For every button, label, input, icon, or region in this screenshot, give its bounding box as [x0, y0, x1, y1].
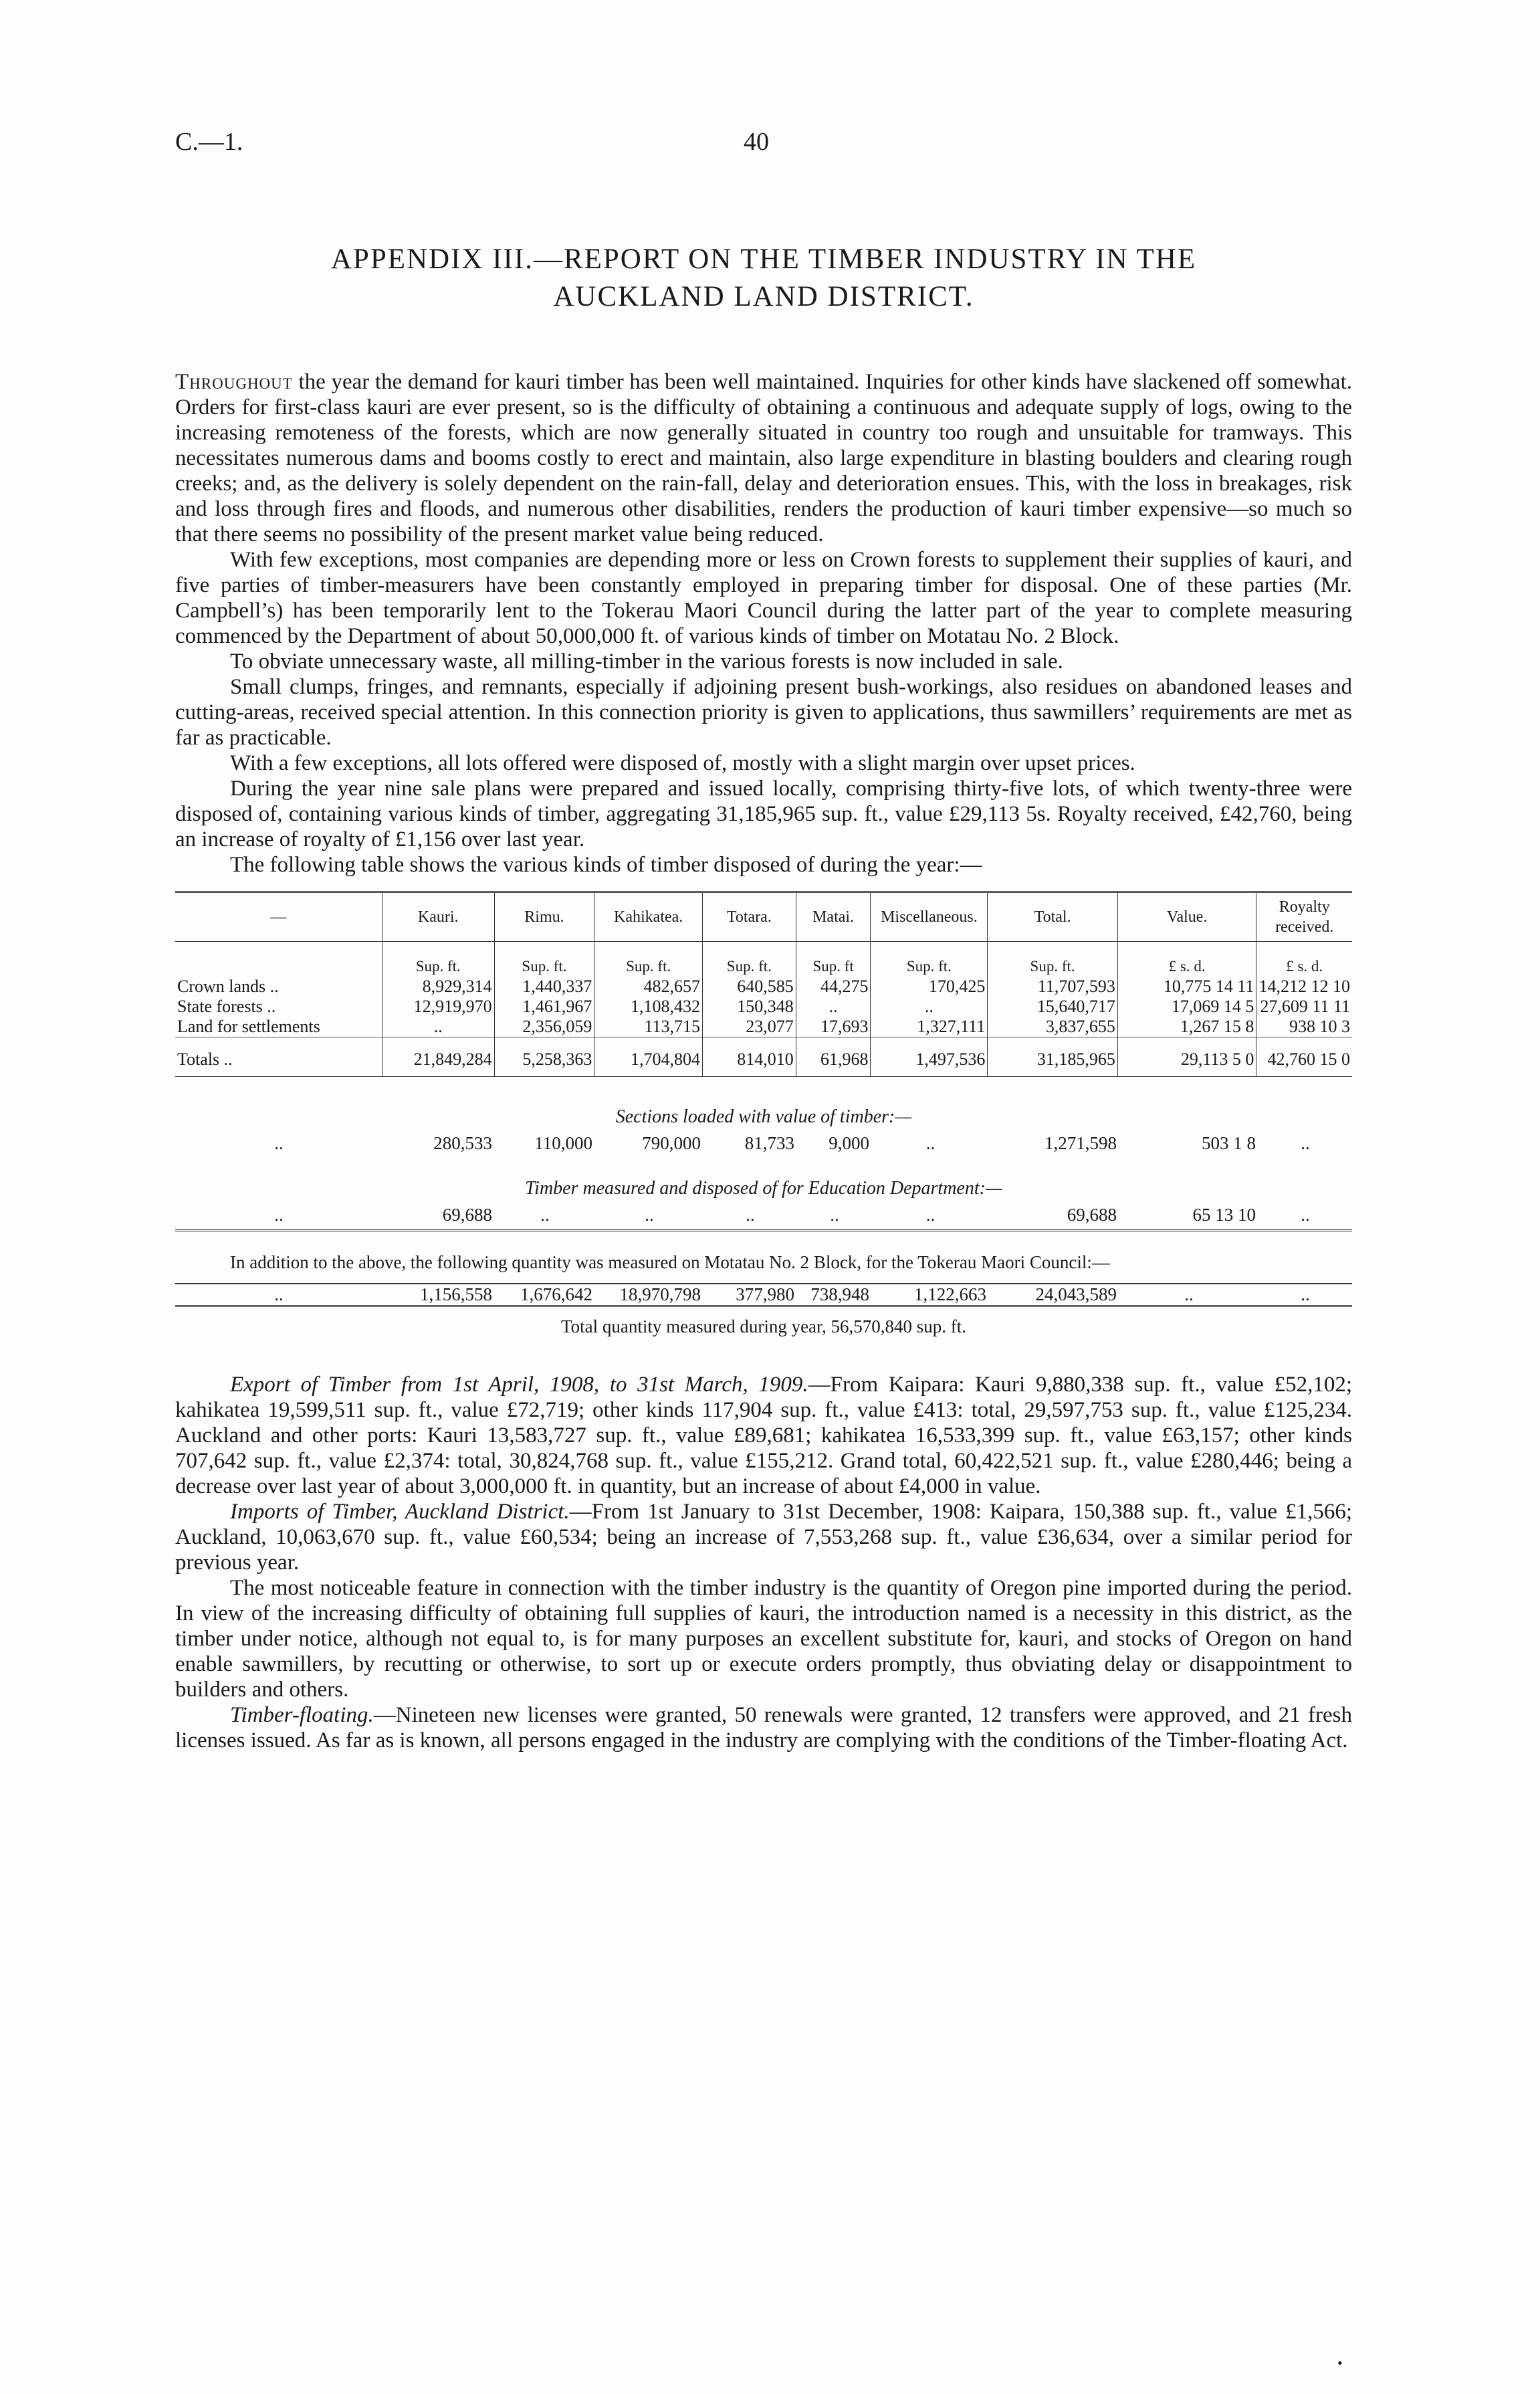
floating-heading: Timber-floating.	[230, 1703, 374, 1727]
intro-paragraph-4: Small clumps, fringes, and remnants, especially if adjoining present bush-workings, also residues on abandoned leases and cutting-areas, received special attention. In this connection priority is given to applications, thus sawmillers’ requirements are met as far as practicable.	[175, 675, 1352, 750]
motatau-note	[175, 1252, 1352, 1274]
imports-heading: Imports of Timber, Auckland District.	[230, 1500, 570, 1524]
column-header: Rimu.	[494, 892, 594, 942]
intro-paragraph-3: To obviate unnecessary waste, all milling-timber in the various forests is now included in sale.	[230, 650, 1063, 674]
trade-section	[175, 1372, 1352, 1753]
table-row: Land for settlements .. 2,356,059 113,715 23,077 17,693 1,327,111 3,837,655 1,267 15 8 938 10 3	[175, 1017, 1352, 1037]
table-row: .. 69,688 .. .. .. .. .. 69,688 65 13 10 ..	[175, 1205, 1352, 1231]
intro-paragraph-2: With few exceptions, most companies are depending more or less on Crown forests to supplement their supplies of kauri, and five parties of timber-measurers have been constantly employed in preparing timber for disposal. One of these parties (Mr. Campbell’s) has been temporarily lent to the Tokerau Maori Council during the latter part of the year to complete measuring commenced by the Department of about 50,000,000 ft. of various kinds of timber on Motatau No. 2 Block.	[175, 548, 1352, 648]
oregon-paragraph: The most noticeable feature in connection with the timber industry is the quantity of Oregon pine imported during the period. In view of the increasing difficulty of obtaining full supplies of kauri, the introduction named is a necessity in this district, as the timber under notice, although not equal to, is for many purposes an excellent substitute for, kauri, and stocks of Oregon on hand enable sawmillers, by recutting or otherwise, to sort up or execute orders promptly, thus obviating delay or disappointment to builders and others.	[175, 1576, 1352, 1702]
table-row: Crown lands .. 8,929,314 1,440,337 482,657 640,585 44,275 170,425 11,707,593 10,775 14 11 14,212 12 10	[175, 977, 1352, 997]
document-page	[175, 127, 1352, 1753]
column-header: Royalty received.	[1256, 892, 1352, 942]
column-header: Value.	[1117, 892, 1256, 942]
title-line-2: AUCKLAND LAND DISTRICT.	[553, 281, 974, 312]
column-header: Kauri.	[382, 892, 494, 942]
document-code: C.—1.	[175, 128, 243, 156]
intro-paragraph-1: Throughout the year the demand for kauri timber has been well maintained. Inquiries for other kinds have slackened off somewhat. Orders for first-class kauri are ever present, so is the difficulty of obtaining a continuous and adequate supply of logs, owing to the increasing remoteness of the forests, which are now generally situated in country too rough and unsuitable for tramways. This necessitates numerous dams and booms costly to erect and maintain, also large expenditure in blasting boulders and clearing rough creeks; and, as the delivery is solely dependent on the rain-fall, delay and deterioration ensues. This, with the loss in breakages, risk and loss through fires and floods, and numerous other disabilities, renders the production of kauri timber expensive—so much so that there seems no possibility of the present market value being reduced.	[175, 370, 1352, 546]
table-header-row	[175, 892, 1352, 942]
timber-disposal-table	[175, 891, 1352, 1077]
intro-paragraph-5: With a few exceptions, all lots offered were disposed of, mostly with a slight margin over upset prices.	[230, 751, 1135, 775]
table-row: State forests .. 12,919,970 1,461,967 1,108,432 150,348 .. .. 15,640,717 17,069 14 5 27,609 11 11	[175, 997, 1352, 1017]
column-header: Total.	[988, 892, 1118, 942]
page-title	[175, 241, 1352, 316]
title-line-1: APPENDIX III.—REPORT ON THE TIMBER INDUSTRY IN THE	[330, 243, 1197, 275]
column-header: —	[270, 908, 287, 926]
motatau-text: In addition to the above, the following quantity was measured on Motatau No. 2 Block, for the Tokerau Maori Council:—	[230, 1252, 1110, 1272]
sections-loaded-table	[175, 1133, 1352, 1154]
column-header: Miscellaneous.	[871, 892, 988, 942]
export-heading: Export of Timber from 1st April, 1908, to 31st March, 1909.	[230, 1373, 808, 1397]
motatau-table	[175, 1283, 1352, 1307]
intro-paragraph-6: During the year nine sale plans were prepared and issued locally, comprising thirty-five lots, of which twenty-three were disposed of, containing various kinds of timber, aggregating 31,185,965 sup. ft., value £29,113 5s. Royalty received, £42,760, being an increase of royalty of £1,156 over last year.	[175, 777, 1352, 852]
timber-table-section	[175, 891, 1352, 1337]
table-row: .. 280,533 110,000 790,000 81,733 9,000 .. 1,271,598 503 1 8 ..	[274, 1133, 1310, 1153]
intro-paragraph-7: The following table shows the various kinds of timber disposed of during the year:—	[230, 853, 982, 877]
column-header: Kahikatea.	[594, 892, 703, 942]
floating-paragraph: Timber-floating.—Nineteen new licenses were granted, 50 renewals were granted, 12 transfers were approved, and 21 fresh licenses issued. As far as is known, all persons engaged in the industry are complying with the conditions of the Timber-floating Act.	[175, 1703, 1352, 1753]
page-number: 40	[744, 128, 769, 156]
units-row: Sup. ft. Sup. ft. Sup. ft. Sup. ft. Sup. ft Sup. ft. Sup. ft. £ s. d. £ s. d.	[175, 942, 1352, 977]
table-row: .. 1,156,558 1,676,642 18,970,798 377,980 738,948 1,122,663 24,043,589 .. ..	[274, 1284, 1310, 1304]
education-caption: Timber measured and disposed of for Education Department:—	[525, 1178, 1002, 1199]
total-quantity-line: Total quantity measured during year, 56,570,840 sup. ft.	[561, 1316, 966, 1336]
totals-row: Totals .. 21,849,284 5,258,363 1,704,804 814,010 61,968 1,497,536 31,185,965 29,113 5 0 42,760 15 0	[175, 1037, 1352, 1077]
education-table	[175, 1205, 1352, 1231]
page-header	[175, 127, 1352, 167]
intro-section	[175, 369, 1352, 878]
sections-loaded-caption: Sections loaded with value of timber:—	[615, 1106, 912, 1127]
export-paragraph: Export of Timber from 1st April, 1908, to 31st March, 1909.—From Kaipara: Kauri 9,880,338 sup. ft., value £52,102; kahikatea 19,599,511 sup. ft., value £72,719; other kinds 117,904 sup. ft., value £413: total, 29,597,753 sup. ft., value £125,234. Auckland and other ports: Kauri 13,583,727 sup. ft., value £89,681; kahikatea 16,533,399 sup. ft., value £63,157; other kinds 707,642 sup. ft., value £2,374: total, 30,824,768 sup. ft., value £155,212. Grand total, 60,422,521 sup. ft., value £280,446; being a decrease over last year of about 3,000,000 ft. in quantity, but an increase of about £4,000 in value.	[175, 1373, 1352, 1498]
imports-paragraph: Imports of Timber, Auckland District.—From 1st January to 31st December, 1908: Kaipara, 150,388 sup. ft., value £1,566; Auckland, 10,063,670 sup. ft., value £60,534; being an increase of 7,553,268 sup. ft., value £36,634, over a similar period for previous year.	[175, 1500, 1353, 1575]
print-mark: •	[1337, 2355, 1343, 2371]
column-header: Totara.	[703, 892, 796, 942]
column-header: Matai.	[796, 892, 871, 942]
